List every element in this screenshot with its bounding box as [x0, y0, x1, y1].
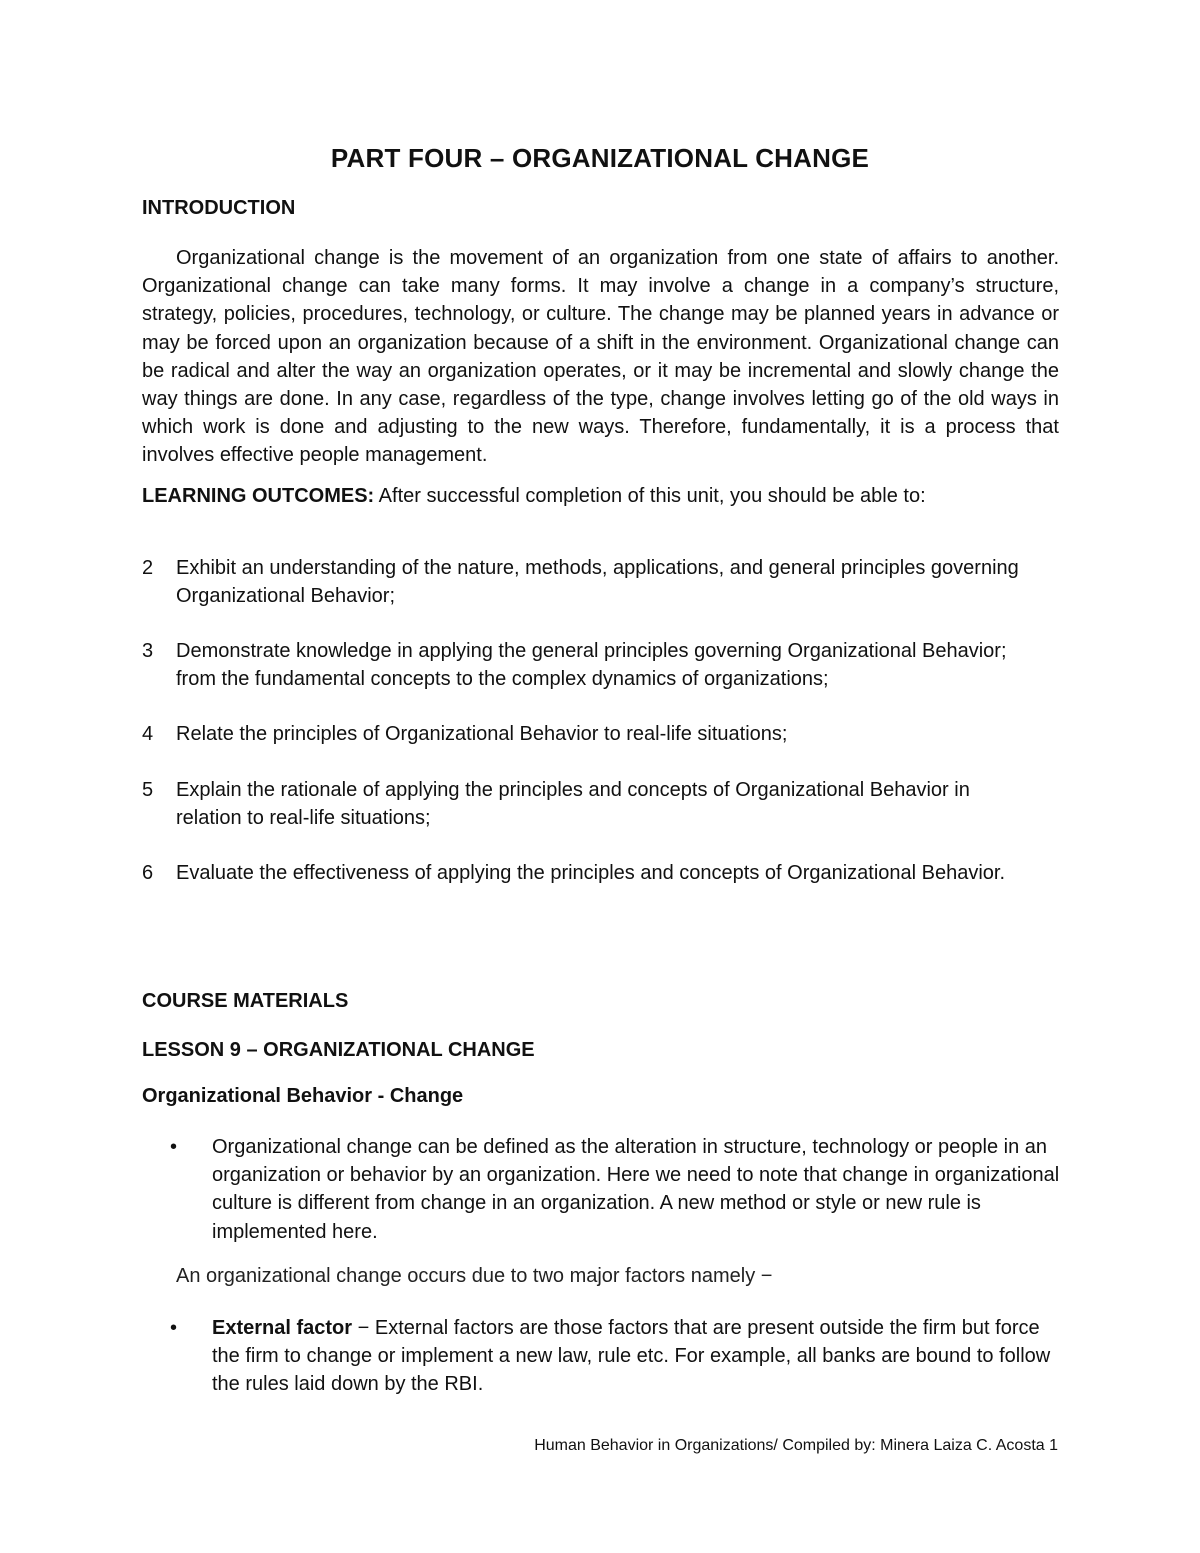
outcome-item	[142, 720, 1022, 748]
outcome-number: 5	[142, 779, 154, 801]
outcome-item	[142, 859, 1022, 887]
bullet-label: External factor	[212, 1317, 353, 1339]
bullet-body: − External factors are those factors that are present outside the firm but force the firm to change or implement a new law, rule etc. For example, all banks are bound to follow the rules laid down by the RBI.	[212, 1317, 1051, 1396]
introduction-heading: INTRODUCTION	[142, 197, 296, 219]
outcome-number: 2	[142, 557, 154, 579]
bullet-symbol: •	[170, 1317, 178, 1339]
bullet-item	[170, 1314, 1060, 1399]
bullet-symbol: •	[170, 1136, 178, 1158]
introduction-paragraph: Organizational change is the movement of an organization from one state of affairs to another. Organizational change can take many forms. It may involve a change in a company’s structure, strategy, policies, procedures, technology, or culture. The change may be planned years in advance or may be forced upon an organization because of a shift in the environment. Organizational change can be radical and alter the way an organization operates, or it may be incremental and slowly change the way things are done. In any case, regardless of the type, change involves letting go of the old ways in which work is done and adjusting to the new ways. Therefore, fundamentally, it is a process that involves effective people management.	[142, 247, 1059, 467]
outcome-item	[142, 637, 1022, 693]
learning-outcomes-intro-text: After successful completion of this unit, you should be able to:	[374, 485, 926, 507]
outcome-item	[142, 776, 1022, 832]
outcome-text: Explain the rationale of applying the principles and concepts of Organizational Behavior in relation to real-life situations;	[176, 779, 970, 830]
learning-outcomes-intro	[142, 485, 926, 508]
page-title: PART FOUR – ORGANIZATIONAL CHANGE	[330, 143, 870, 173]
bullet-item	[170, 1133, 1060, 1246]
course-materials-heading: COURSE MATERIALS	[142, 990, 349, 1012]
outcome-item	[142, 554, 1022, 610]
outcome-text: Demonstrate knowledge in applying the general principles governing Organizational Behavior; from the fundamental concepts to the complex dynamics of organizations;	[176, 640, 1007, 691]
lesson-heading: LESSON 9 – ORGANIZATIONAL CHANGE	[142, 1039, 535, 1061]
outcome-text: Exhibit an understanding of the nature, methods, applications, and general principles governing Organizational Behavior;	[176, 557, 1019, 608]
learning-outcomes-label: LEARNING OUTCOMES:	[142, 485, 375, 507]
section-subheading: Organizational Behavior - Change	[142, 1085, 464, 1107]
bullet-text	[212, 1314, 1060, 1399]
factors-intro: An organizational change occurs due to two major factors namely −	[176, 1265, 773, 1287]
bullet-text: Organizational change can be defined as the alteration in structure, technology or people in an organization or behavior by an organization. Here we need to note that change in organizational culture is different from change in an organization. A new method or style or new rule is implemented here.	[212, 1136, 1060, 1243]
page-footer: Human Behavior in Organizations/ Compiled by: Minera Laiza C. Acosta 1	[534, 1437, 1058, 1454]
outcome-number: 4	[142, 723, 154, 745]
outcome-number: 6	[142, 862, 154, 884]
outcome-text: Evaluate the effectiveness of applying the principles and concepts of Organizational Behavior.	[176, 862, 1006, 884]
outcome-text: Relate the principles of Organizational Behavior to real-life situations;	[176, 723, 788, 745]
outcome-number: 3	[142, 640, 154, 662]
